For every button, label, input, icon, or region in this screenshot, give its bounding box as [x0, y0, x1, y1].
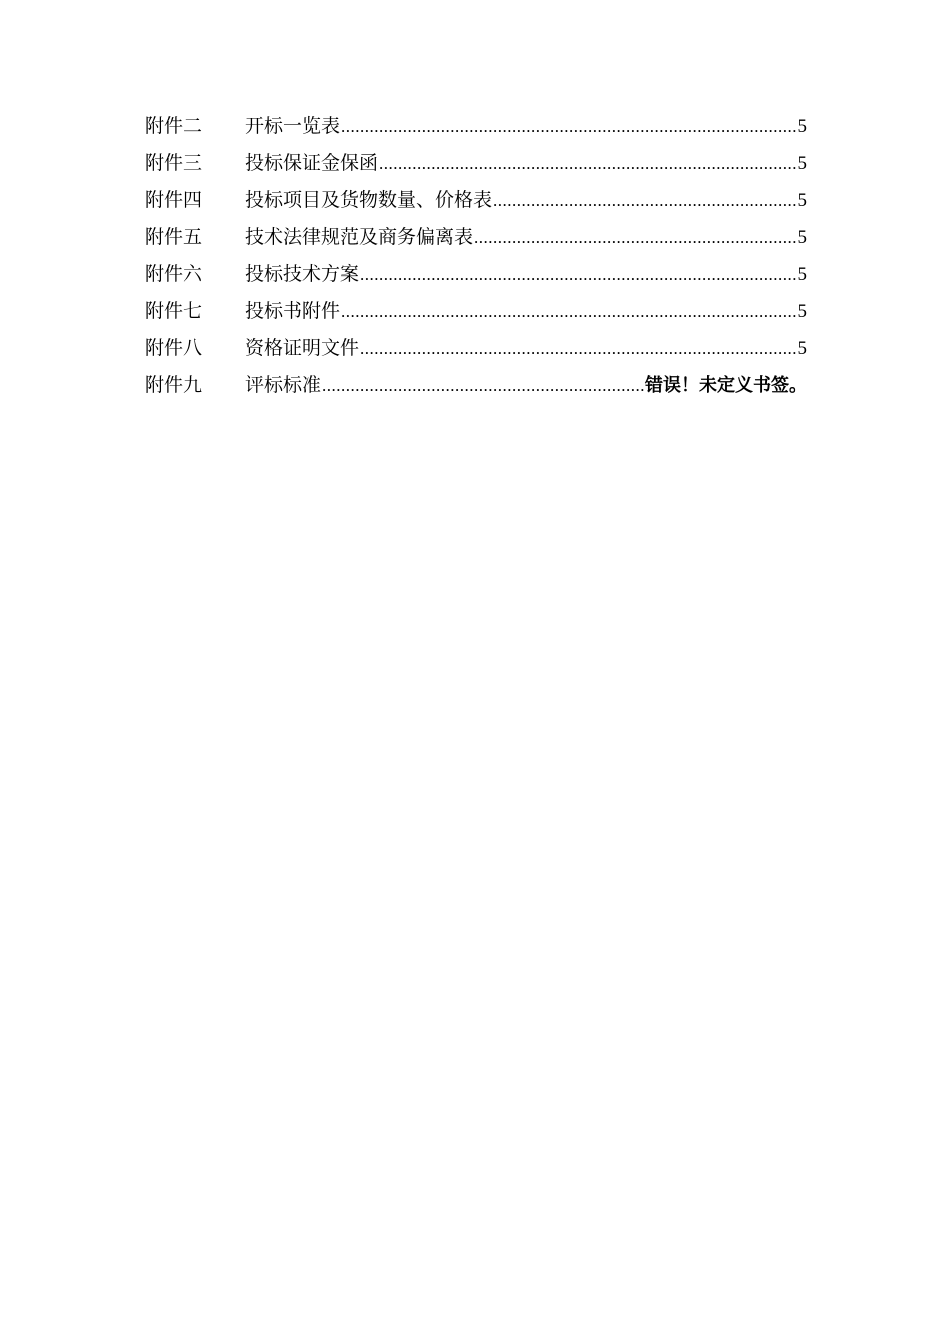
toc-entry-attachment-7[interactable]	[145, 293, 807, 330]
toc-entry-page-number: 5	[797, 301, 807, 322]
toc-entry-title: 开标一览表	[245, 115, 341, 137]
toc-entry-page-number: 5	[797, 153, 807, 174]
toc-entry-label: 附件九	[145, 374, 203, 396]
toc-entry-label: 附件二	[145, 115, 203, 137]
toc-entry-attachment-3[interactable]	[145, 145, 807, 182]
toc-entry-label: 附件八	[145, 337, 203, 359]
toc-entry-label: 附件五	[145, 226, 203, 248]
toc-dot-leader	[322, 367, 644, 404]
toc-entry-title: 资格证明文件	[245, 337, 360, 359]
toc-entry-label: 附件三	[145, 152, 203, 174]
toc-dot-leader	[341, 293, 796, 330]
toc-entry-page-number: 5	[797, 264, 807, 285]
toc-entry-title: 评标标准	[245, 374, 322, 396]
toc-entry-page-number: 5	[797, 338, 807, 359]
toc-entry-attachment-2[interactable]	[145, 108, 807, 145]
toc-entry-label: 附件七	[145, 300, 203, 322]
toc-entry-attachment-8[interactable]	[145, 330, 807, 367]
toc-dot-leader	[360, 256, 796, 293]
toc-entry-attachment-9[interactable]	[145, 367, 807, 404]
toc-dot-leader	[474, 219, 796, 256]
toc-entry-page-number: 5	[797, 227, 807, 248]
toc-entry-attachment-6[interactable]	[145, 256, 807, 293]
toc-entry-page-number: 5	[797, 190, 807, 211]
toc-dot-leader	[360, 330, 796, 367]
toc-dot-leader	[341, 108, 796, 145]
toc-entry-title: 投标技术方案	[245, 263, 360, 285]
toc-entry-label: 附件六	[145, 263, 203, 285]
toc-entry-title: 投标保证金保函	[245, 152, 379, 174]
toc-entry-title: 投标项目及货物数量、价格表	[245, 189, 493, 211]
toc-entry-attachment-5[interactable]	[145, 219, 807, 256]
toc-bookmark-error-text: 错误！未定义书签。	[645, 375, 807, 396]
table-of-contents	[145, 108, 807, 404]
toc-entry-attachment-4[interactable]	[145, 182, 807, 219]
toc-dot-leader	[379, 145, 796, 182]
toc-entry-label: 附件四	[145, 189, 203, 211]
toc-entry-title: 投标书附件	[245, 300, 341, 322]
toc-entry-title: 技术法律规范及商务偏离表	[245, 226, 474, 248]
toc-entry-page-number: 5	[797, 116, 807, 137]
toc-dot-leader	[493, 182, 796, 219]
